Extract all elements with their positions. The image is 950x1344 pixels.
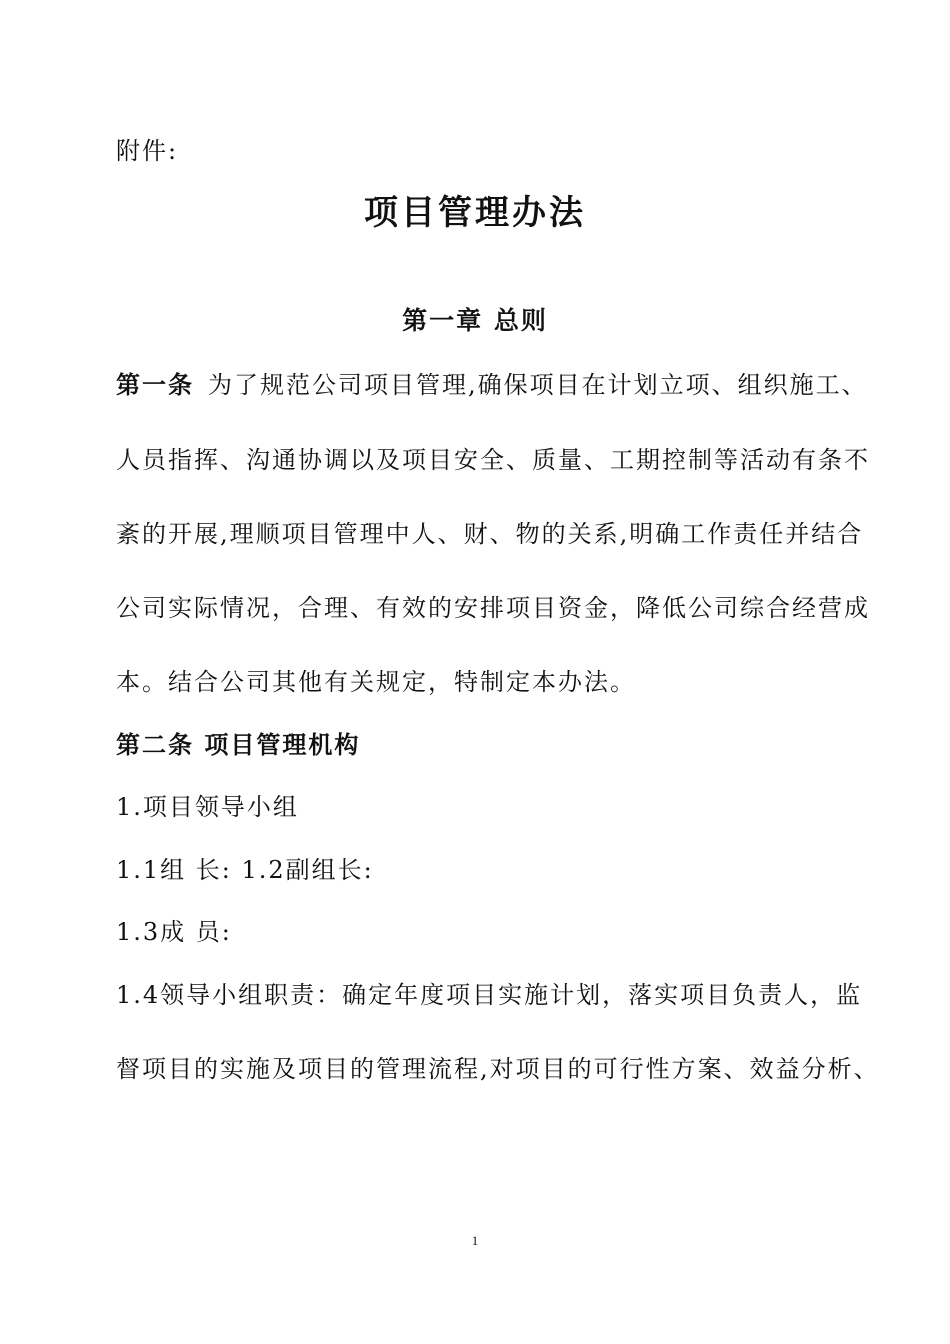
article2-item-3: 1.3成 员: (116, 918, 232, 946)
article2-item-1: 1.项目领导小组 (116, 793, 299, 821)
article2-item-5: 督项目的实施及项目的管理流程,对项目的可行性方案、效益分析、 (116, 1055, 880, 1083)
page-number: 1 (471, 1233, 479, 1248)
document-title: 项目管理办法 (364, 193, 586, 233)
article2-item-4: 1.4领导小组职责：确定年度项目实施计划，落实项目负责人，监 (116, 981, 863, 1009)
article1-line-5: 本。结合公司其他有关规定，特制定本办法。 (116, 668, 636, 696)
attachment-label: 附件: (116, 137, 179, 165)
article1-first-line (116, 370, 868, 400)
article2-item-2: 1.1组 长: 1.2副组长: (116, 856, 374, 884)
article1-line-4: 公司实际情况，合理、有效的安排项目资金，降低公司综合经营成 (116, 594, 870, 622)
chapter-heading: 第一章 总则 (402, 306, 548, 335)
article1-line-1: 为了规范公司项目管理,确保项目在计划立项、组织施工、 (208, 371, 868, 399)
article2-heading: 第二条 项目管理机构 (116, 731, 361, 759)
article1-line-3: 紊的开展,理顺项目管理中人、财、物的关系,明确工作责任并结合 (116, 520, 864, 548)
article1-label: 第一条 (116, 371, 194, 399)
article1-line-2: 人员指挥、沟通协调以及项目安全、质量、工期控制等活动有条不 (116, 446, 870, 474)
